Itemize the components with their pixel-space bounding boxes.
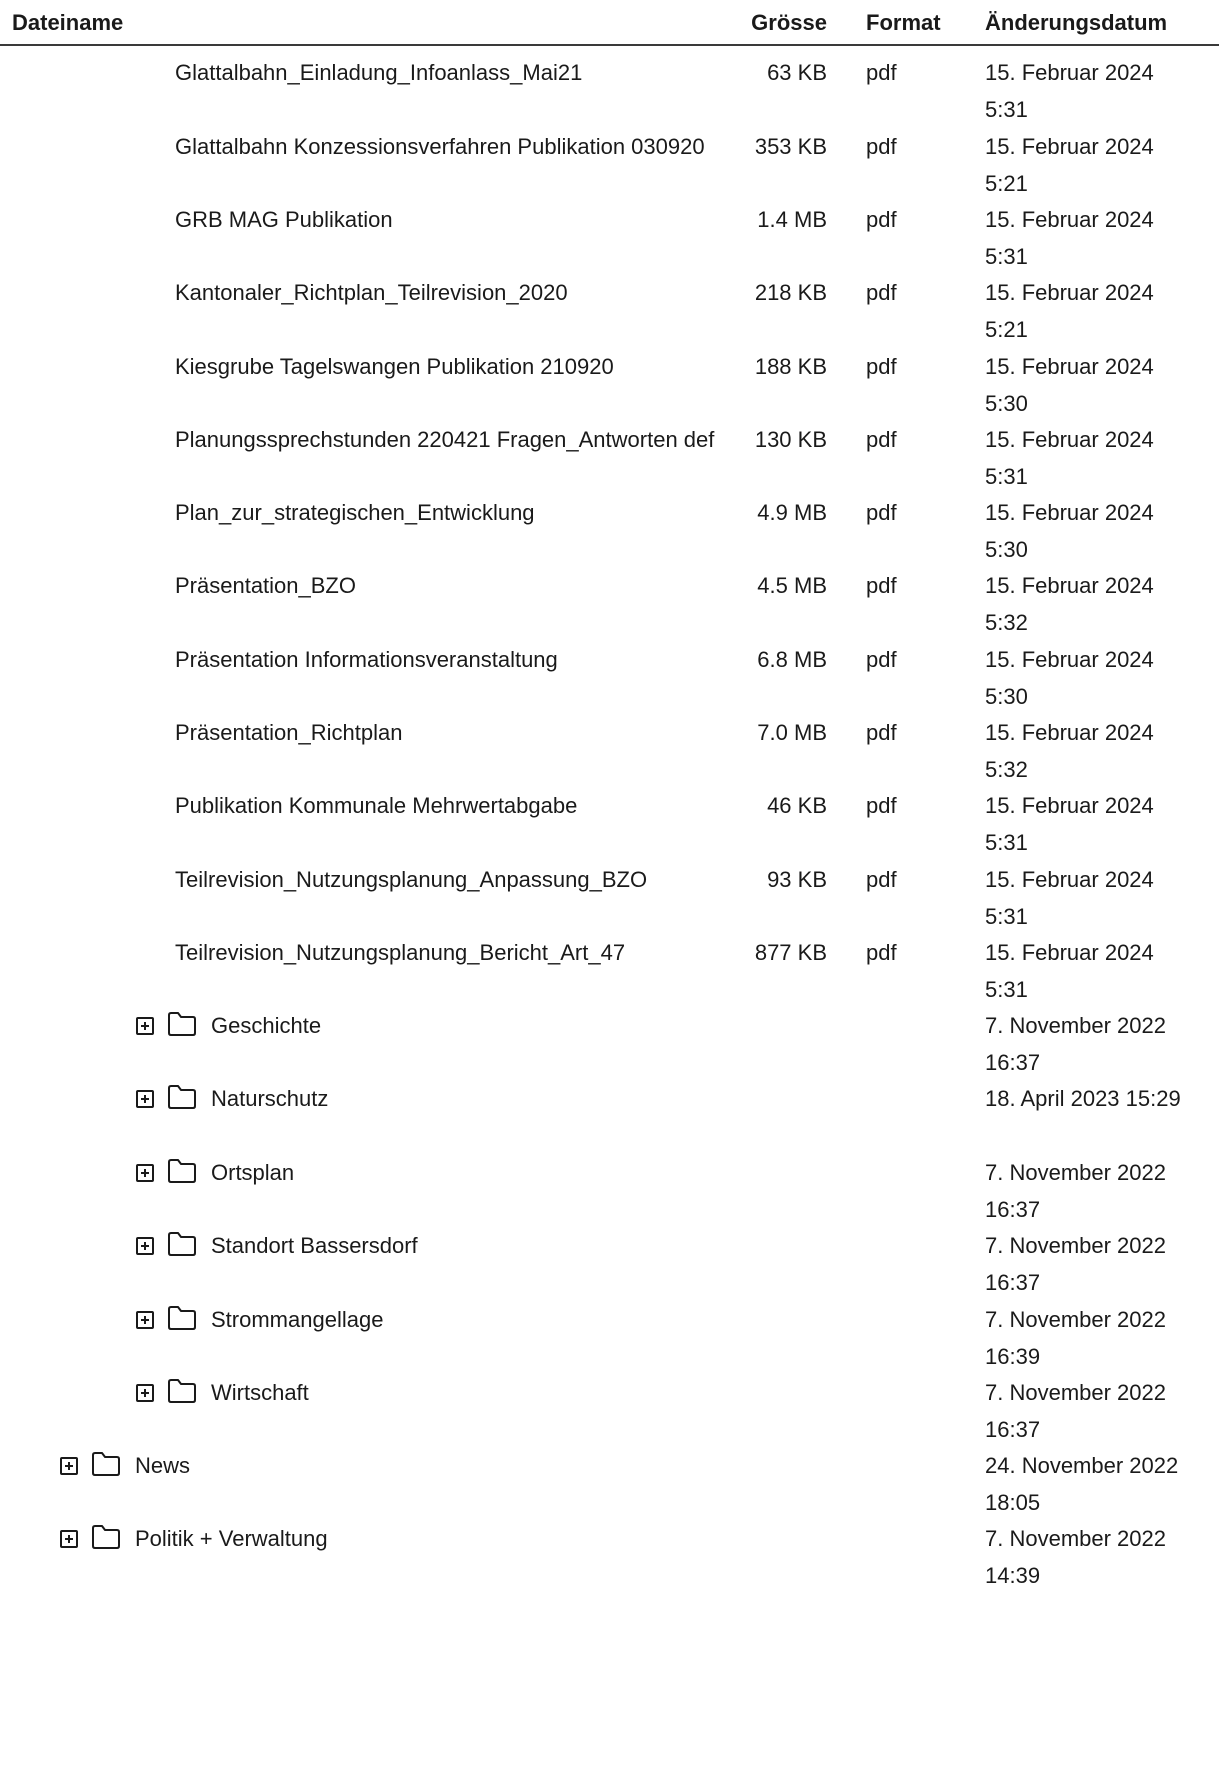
plus-square-icon[interactable]: [136, 1017, 154, 1035]
file-name-link[interactable]: Glattalbahn_Einladung_Infoanlass_Mai21: [175, 60, 583, 85]
file-format: pdf: [866, 720, 897, 745]
folder-row[interactable]: [0, 1070, 1219, 1153]
file-row[interactable]: [0, 631, 1219, 714]
folder-name-link[interactable]: Wirtschaft: [211, 1380, 309, 1405]
file-row[interactable]: [0, 264, 1219, 347]
file-modified-date: 15. Februar 2024 5:30: [985, 647, 1154, 709]
folder-icon: [167, 1305, 197, 1331]
file-size: 130 KB: [754, 427, 827, 452]
folder-row[interactable]: [0, 1291, 1219, 1374]
column-header-size[interactable]: Grösse: [751, 10, 827, 35]
folder-icon: [167, 1231, 197, 1257]
folder-icon: [167, 1158, 197, 1184]
plus-square-icon[interactable]: [136, 1237, 154, 1255]
plus-square-icon[interactable]: [60, 1530, 78, 1548]
folder-icon: [167, 1378, 197, 1404]
file-size: 93 KB: [767, 867, 827, 892]
file-format: pdf: [866, 500, 897, 525]
file-format: pdf: [866, 793, 897, 818]
file-name-link[interactable]: Planungssprechstunden 220421 Fragen_Antworten def: [175, 427, 715, 452]
file-modified-date: 15. Februar 2024 5:30: [985, 354, 1154, 416]
file-format: pdf: [866, 60, 897, 85]
folder-name-link[interactable]: Politik + Verwaltung: [135, 1526, 328, 1551]
file-modified-date: 15. Februar 2024 5:31: [985, 427, 1154, 489]
folder-row[interactable]: [0, 1217, 1219, 1300]
file-format: pdf: [866, 867, 897, 892]
plus-square-icon[interactable]: [60, 1457, 78, 1475]
file-name-link[interactable]: Glattalbahn Konzessionsverfahren Publikation 030920: [175, 134, 705, 159]
file-modified-date: 15. Februar 2024 5:31: [985, 940, 1154, 1002]
column-header-name[interactable]: Dateiname: [12, 10, 124, 35]
file-row[interactable]: [0, 191, 1219, 274]
file-size: 7.0 MB: [757, 720, 827, 745]
folder-modified-date: 7. November 2022 16:39: [985, 1307, 1166, 1369]
file-name-link[interactable]: Kiesgrube Tagelswangen Publikation 210920: [175, 354, 614, 379]
file-name-link[interactable]: Präsentation_BZO: [175, 573, 356, 598]
file-row[interactable]: [0, 484, 1219, 567]
file-size: 1.4 MB: [757, 207, 827, 232]
file-modified-date: 15. Februar 2024 5:21: [985, 280, 1154, 342]
folder-row[interactable]: [0, 997, 1219, 1080]
folder-row[interactable]: [0, 1437, 1219, 1520]
file-name-link[interactable]: Publikation Kommunale Mehrwertabgabe: [175, 793, 578, 818]
folder-name-link[interactable]: Strommangellage: [211, 1307, 384, 1332]
folder-row[interactable]: [0, 1364, 1219, 1447]
column-header-format[interactable]: Format: [866, 10, 941, 35]
file-name-link[interactable]: GRB MAG Publikation: [175, 207, 393, 232]
file-size: 353 KB: [754, 134, 827, 159]
folder-icon: [167, 1084, 197, 1110]
file-format: pdf: [866, 354, 897, 379]
file-format: pdf: [866, 940, 897, 965]
column-header-date[interactable]: Änderungsdatum: [985, 10, 1168, 35]
file-name-link[interactable]: Teilrevision_Nutzungsplanung_Anpassung_BZO: [175, 867, 648, 892]
file-row[interactable]: [0, 557, 1219, 640]
file-size: 4.5 MB: [757, 573, 827, 598]
file-modified-date: 15. Februar 2024 5:31: [985, 793, 1154, 855]
file-name-link[interactable]: Kantonaler_Richtplan_Teilrevision_2020: [175, 280, 568, 305]
file-size: 188 KB: [754, 354, 827, 379]
file-row[interactable]: [0, 924, 1219, 1007]
file-size: 63 KB: [767, 60, 827, 85]
file-name-link[interactable]: Plan_zur_strategischen_Entwicklung: [175, 500, 535, 525]
folder-modified-date: 7. November 2022 14:39: [985, 1526, 1166, 1588]
file-modified-date: 15. Februar 2024 5:31: [985, 867, 1154, 929]
file-format: pdf: [866, 207, 897, 232]
table-header: [0, 0, 1219, 46]
file-size: 877 KB: [754, 940, 827, 965]
file-format: pdf: [866, 647, 897, 672]
plus-square-icon[interactable]: [136, 1311, 154, 1329]
folder-modified-date: 18. April 2023 15:29: [985, 1086, 1181, 1111]
folder-icon: [91, 1451, 121, 1477]
file-row[interactable]: [0, 411, 1219, 494]
folder-row[interactable]: [0, 1144, 1219, 1227]
folder-modified-date: 7. November 2022 16:37: [985, 1160, 1166, 1222]
folder-modified-date: 24. November 2022 18:05: [985, 1453, 1179, 1515]
file-format: pdf: [866, 280, 897, 305]
file-row[interactable]: [0, 704, 1219, 787]
file-row[interactable]: [0, 851, 1219, 934]
file-size: 4.9 MB: [757, 500, 827, 525]
file-format: pdf: [866, 573, 897, 598]
file-row[interactable]: [0, 44, 1219, 127]
file-size: 46 KB: [767, 793, 827, 818]
file-row[interactable]: [0, 777, 1219, 860]
file-row[interactable]: [0, 338, 1219, 421]
folder-name-link[interactable]: Standort Bassersdorf: [211, 1233, 418, 1258]
folder-name-link[interactable]: Ortsplan: [211, 1160, 295, 1185]
file-modified-date: 15. Februar 2024 5:31: [985, 207, 1154, 269]
file-name-link[interactable]: Präsentation_Richtplan: [175, 720, 403, 745]
folder-row[interactable]: [0, 1510, 1219, 1593]
file-format: pdf: [866, 427, 897, 452]
folder-name-link[interactable]: Geschichte: [211, 1013, 322, 1038]
folder-modified-date: 7. November 2022 16:37: [985, 1233, 1166, 1295]
file-modified-date: 15. Februar 2024 5:30: [985, 500, 1154, 562]
folder-icon: [167, 1011, 197, 1037]
file-modified-date: 15. Februar 2024 5:32: [985, 720, 1154, 782]
file-size: 6.8 MB: [757, 647, 827, 672]
file-name-link[interactable]: Präsentation Informationsveranstaltung: [175, 647, 558, 672]
file-modified-date: 15. Februar 2024 5:21: [985, 134, 1154, 196]
plus-square-icon[interactable]: [136, 1090, 154, 1108]
folder-name-link[interactable]: News: [135, 1453, 191, 1478]
file-modified-date: 15. Februar 2024 5:32: [985, 573, 1154, 635]
folder-modified-date: 7. November 2022 16:37: [985, 1380, 1166, 1442]
plus-square-icon[interactable]: [136, 1164, 154, 1182]
plus-square-icon[interactable]: [136, 1384, 154, 1402]
file-format: pdf: [866, 134, 897, 159]
file-size: 218 KB: [754, 280, 827, 305]
folder-icon: [91, 1524, 121, 1550]
file-row[interactable]: [0, 118, 1219, 201]
file-modified-date: 15. Februar 2024 5:31: [985, 60, 1154, 122]
folder-modified-date: 7. November 2022 16:37: [985, 1013, 1166, 1075]
file-name-link[interactable]: Teilrevision_Nutzungsplanung_Bericht_Art_47: [175, 940, 626, 965]
folder-name-link[interactable]: Naturschutz: [211, 1086, 329, 1111]
